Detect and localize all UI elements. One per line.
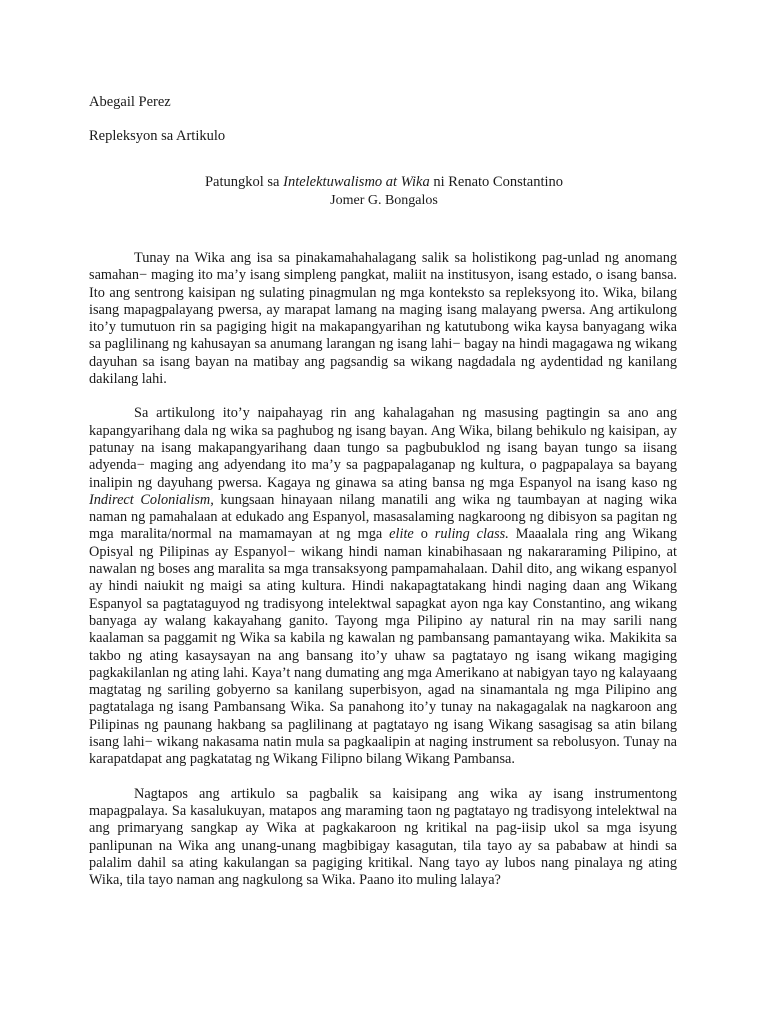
paragraph-2-italic-3: ruling class. [434,526,509,543]
paragraph-1: Tunay na Wika ang isa sa pinakamahahalagang salik sa holistikong pag-unlad ng anomang samahan− maging ito ma’y isang simpleng pangkat, maliit na institusyon, isang estado, o isang bansa. Ito ang sentrong kaisipan ng sulating pinagmulan ng mga konteksto sa repleksyong ito. Wika, bilang isang mapagpalayang pwersa, ay marapat lamang na maging isang malayang pwersa. Ang artikulong ito’y tumutuon rin sa pagiging higit na makapangyarihan ng katutubong wika kaysa banyagang wika sa paglilinang ng kahusayan sa anumang larangan ng isang lahi− bagay na hindi magagawa ng wikang dayuhan sa isang bayan na matibay ang pagsandig sa wikang nagdadala ng aydentidad ng kanilang dakilang lahi. [89,250,677,388]
paragraph-2-part-1: Sa artikulong ito’y naipahayag rin ang kahalagahan ng masusing pagtingin sa ano ang kapangyarihang dala ng wika sa paghubog ng isang bayan. Ang Wika, bilang behikulo ng kaisipan, ay patunay na isang makapangyarihang daan tungo sa pagbubuklod ng isang bayan tungo sa iisang adyenda− maging ang adyendang ito ma’y sa pagpapalaganap ng kultura, o pagpapalaya sa bayang inalipin ng dayuhang pwersa. Kagaya ng ginawa sa ating bansa ng mga Espanyol na isang kaso ng [89,405,677,491]
paragraph-3: Nagtapos ang artikulo sa pagbalik sa kaisipang ang wika ay isang instrumentong mapagpalaya. Sa kasalukuyan, matapos ang maraming taon ng pagtatayo ng tradisyong intelektwal na ang primaryang sangkap ay Wika at pagkakaroon ng kritikal na pag-iisip ukol sa mga isyung panlipunan na Wika ang unang-unang magbibigay kasagutan, tila tayo ay sa pababaw at hindi sa palalim dahil sa ating kakulangan sa pagiging kritikal. Nang tayo ay lubos nang pinalaya ng ating Wika, tila tayo naman ang nagkulong sa Wika. Paano ito muling lalaya? [89,785,677,889]
article-body [89,250,677,906]
title-suffix: ni Renato Constantino [429,174,564,190]
title-block [89,173,679,210]
author-name: Abegail Perez [89,94,171,110]
paragraph-2-italic-2: elite [389,526,414,543]
paragraph-2-part-2: kungsaan hinayaan nilang manatili ang wika ng taumbayan at naging wika naman ng pamahalaan at edukado ang Espanyol, masasalaming nagkaroong ng dibisyon sa pagitan ng mga maralita/normal na mamamayan at ng mga [89,491,677,543]
paragraph-2-italic-1: Indirect Colonialism, [89,491,214,508]
document-type: Repleksyon sa Artikulo [89,128,226,144]
title-prefix: Patungkol sa [204,174,284,190]
paragraph-2 [89,405,677,768]
paragraph-2-part-4: Maaalala ring ang Wikang Opisyal ng Pilipinas ay Espanyol− wikang hindi naman kinabihasaan ng nakararaming Pilipino, at nawalan ng boses ang maralita sa mga transaksyong pampamahalaan. Dahil dito, ang wikang espanyol ay hindi naiukit ng maigi sa ating kultura. Hindi nakapagtatakang hindi naging daan ang Wikang Espanyol sa pagtataguyod ng tradisyong intelektwal sapagkat ayon nga kay Constantino, ang wikang banyaga ay walang kakayahang ganito. Tayong mga Pilipino ay natural rin na may sarili nang kaalaman sa paggamit ng Wika sa kabila ng kawalan ng pambansang pamantayang wika. Makikita sa takbo ng ating kasaysayan na ang bansang ito’y uhaw sa pagtatayo ng isang wikang magiging pagkakilanlan ng ating lahi. Kaya’t nang dumating ang mga Amerikano at nabigyan tayo ng kalayaang magtatag ng sariling gobyerno sa kanilang superbisyon, agad na sinamantala ng mga Pilipino ang pagtatalaga ng isang Pambansang Wika. Sa panahong ito’y tunay na nakagagalak na nagkaroon ang Pilipinas ng paunang hakbang sa paglilinang at pagtatayo ng isang Wikang sasagisag sa atin bilang isang lahi− wikang nakasama natin mula sa pagkaalipin at naging instrument sa rebolusyon. Tunay na karapatdapat ang pagkatatag ng Wikang Filipno bilang Wikang Pambansa. [89,526,677,768]
document-title [89,173,679,191]
title-italic: Intelektuwalismo at Wika [283,174,430,190]
byline: Jomer G. Bongalos [330,193,438,208]
paragraph-2-part-3: o [413,526,435,543]
